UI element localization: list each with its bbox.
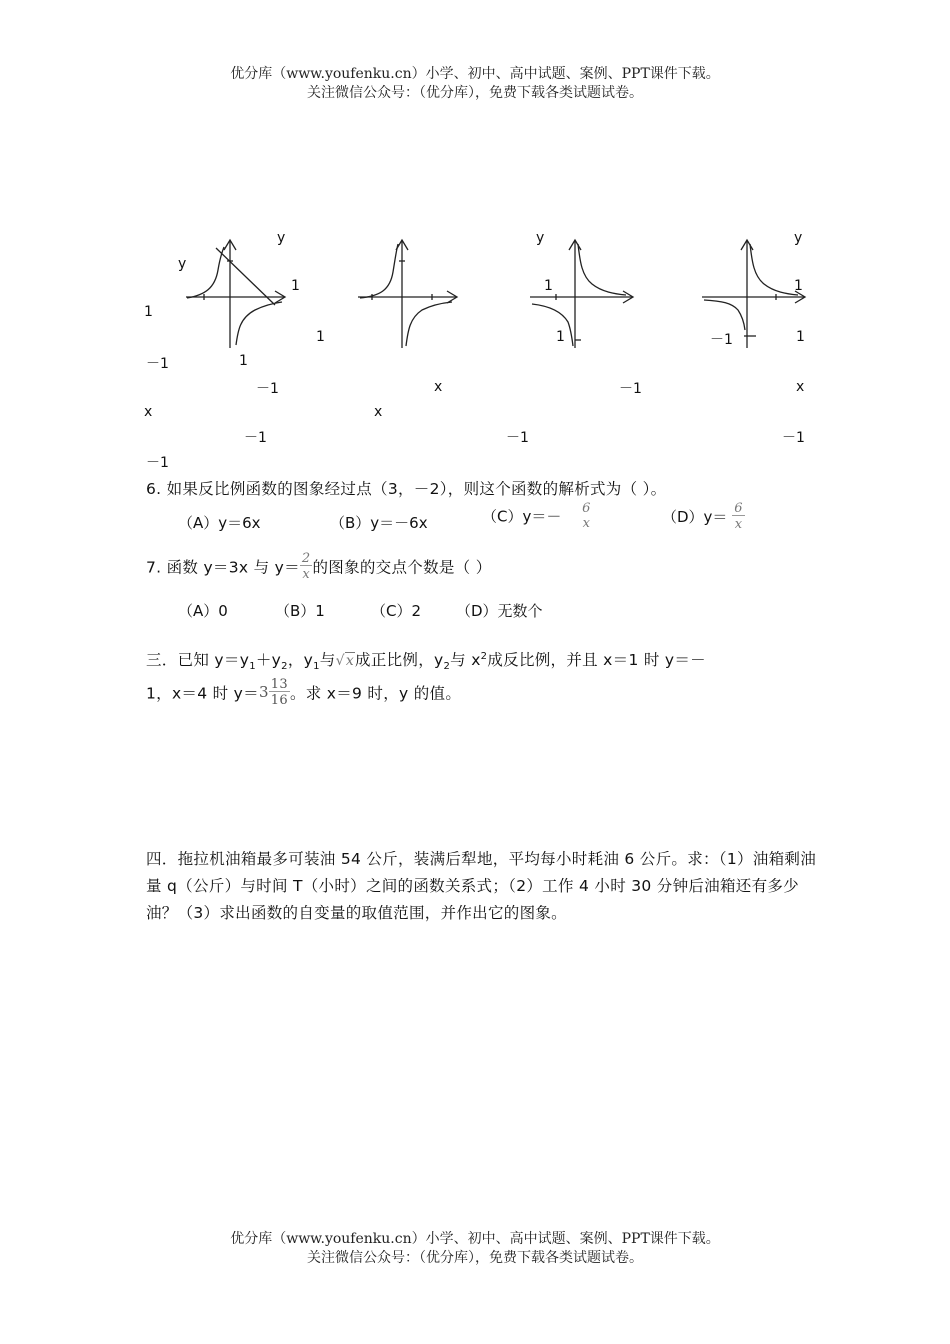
- q7-option-d: （D）无数个: [456, 602, 543, 620]
- graph-a-y-label: y: [277, 230, 286, 246]
- graph-b: [358, 240, 457, 348]
- q3-mixed-num: 13: [270, 677, 288, 692]
- q3-line2-text-1: 1，x＝4 时 y＝: [146, 684, 259, 703]
- header-line-1: 优分库（www.youfenku.cn）小学、初中、高中试题、案例、PPT课件下载。: [230, 66, 720, 82]
- graph-c-one-label-2: 1: [556, 329, 565, 345]
- q6-c-numerator: 6: [582, 501, 591, 516]
- graph-a-neg-one-label-3: －1: [146, 455, 169, 471]
- graph-c: [530, 240, 633, 348]
- graph-a-neg-one-label-2: －1: [244, 430, 267, 446]
- q7-option-c: （C）2: [371, 602, 422, 620]
- q6-d-numerator: 6: [734, 501, 743, 516]
- q3-sqrt: √x: [335, 653, 355, 669]
- graph-c-y-label: y: [536, 230, 545, 246]
- graph-d-one-label-2: 1: [796, 329, 805, 345]
- q6-c-denominator: x: [582, 516, 590, 531]
- graph-c-neg-one-label: －1: [619, 381, 642, 397]
- q3-sub-4: 2: [443, 661, 451, 673]
- q7-suffix: 的图象的交点个数是（ ）: [312, 558, 492, 577]
- q3-mixed-den: 16: [270, 693, 288, 708]
- q6-option-a: （A）y＝6x: [178, 514, 261, 532]
- q6-option-b: （B）y＝－6x: [330, 514, 428, 532]
- q3-sup-1: 2: [480, 650, 488, 662]
- graph-d-y-label: y: [794, 230, 803, 246]
- q3-text-6: 与 x: [450, 651, 481, 669]
- question-7: [146, 552, 492, 581]
- q3-text-5: 成正比例，y: [355, 651, 444, 669]
- q3-mixed-number: [258, 677, 290, 708]
- q7-fraction: [300, 552, 313, 581]
- graph-c-one-label: 1: [544, 278, 553, 294]
- q7-option-a: （A）0: [178, 602, 228, 620]
- problem-3-line-2: [146, 678, 461, 707]
- q3-sub-2: 2: [281, 661, 288, 673]
- q3-mixed-whole: 3: [258, 682, 269, 701]
- graph-a-x-label: x: [144, 404, 153, 420]
- question-6: 6. 如果反比例函数的图象经过点（3，－2），则这个函数的解析式为（ ）。: [146, 480, 667, 498]
- q3-line2-text-2: 。求 x＝9 时，y 的值。: [289, 684, 462, 703]
- q3-text-4: 与: [319, 651, 336, 669]
- problem-4: 四．拖拉机油箱最多可装油 54 公斤，装满后犁地，平均每小时耗油 6 公斤。求：（1）油箱剩油量 q（公斤）与时间 T（小时）之间的函数关系式；（2）工作 4 小时 30 分钟后油箱还有多少油？（3）求出函数的自变量的取值范围，并作出它的图象。: [146, 850, 817, 922]
- graph-a: [186, 240, 285, 348]
- q3-mixed-fraction: [269, 678, 290, 707]
- graphs-figure: [0, 228, 950, 378]
- header-line-2: 关注微信公众号：（优分库），免费下载各类试题试卷。: [307, 85, 643, 101]
- q6-option-c-fraction: [580, 502, 592, 530]
- q7-numerator: 2: [301, 551, 311, 566]
- graph-a-one-label: 1: [291, 278, 300, 294]
- q7-prefix: 7. 函数 y＝3x 与 y＝: [146, 558, 300, 577]
- q3-text-2: ＋y: [255, 651, 282, 669]
- graph-a-y-label-2: y: [178, 256, 187, 272]
- graph-d-neg-one-label: －1: [710, 332, 733, 348]
- graph-d-neg-one-label-2: －1: [782, 430, 805, 446]
- q3-sub-3: 1: [313, 661, 320, 673]
- graph-c-neg-one-label-2: －1: [506, 430, 529, 446]
- graph-a-neg-one-label: －1: [146, 356, 169, 372]
- graph-d-x-label: x: [796, 379, 805, 395]
- footer-line-2: 关注微信公众号：（优分库），免费下载各类试题试卷。: [307, 1250, 643, 1266]
- graph-a-one-label-3: 1: [239, 353, 248, 369]
- q3-sub-1: 1: [249, 661, 256, 673]
- q3-text-3: ，y: [287, 651, 314, 669]
- q6-option-d: [662, 502, 745, 531]
- graph-d-one-label: 1: [794, 278, 803, 294]
- graph-a-one-label-2: 1: [144, 304, 153, 320]
- q6-option-c-label: （C）y＝－: [482, 507, 562, 526]
- graph-b-one-label: 1: [316, 329, 325, 345]
- q6-option-c: [482, 502, 592, 530]
- q3-text-7: 成反比例，并且 x＝1 时 y＝－: [487, 651, 706, 669]
- problem-3-line-1: [146, 648, 706, 672]
- graph-b-x-label-2: x: [374, 404, 383, 420]
- graph-b-neg-one-label: －1: [256, 381, 279, 397]
- q7-option-b: （B）1: [275, 602, 325, 620]
- q7-denominator: x: [302, 567, 310, 582]
- q3-text-1: 三．已知 y＝y: [146, 651, 250, 669]
- q6-option-d-fraction: [732, 502, 744, 531]
- q3-sqrt-var: x: [345, 653, 355, 669]
- graph-b-x-label: x: [434, 379, 443, 395]
- footer-line-1: 优分库（www.youfenku.cn）小学、初中、高中试题、案例、PPT课件下载。: [230, 1231, 720, 1247]
- q6-d-denominator: x: [734, 517, 743, 532]
- q6-option-d-label: （D）y＝: [662, 508, 728, 526]
